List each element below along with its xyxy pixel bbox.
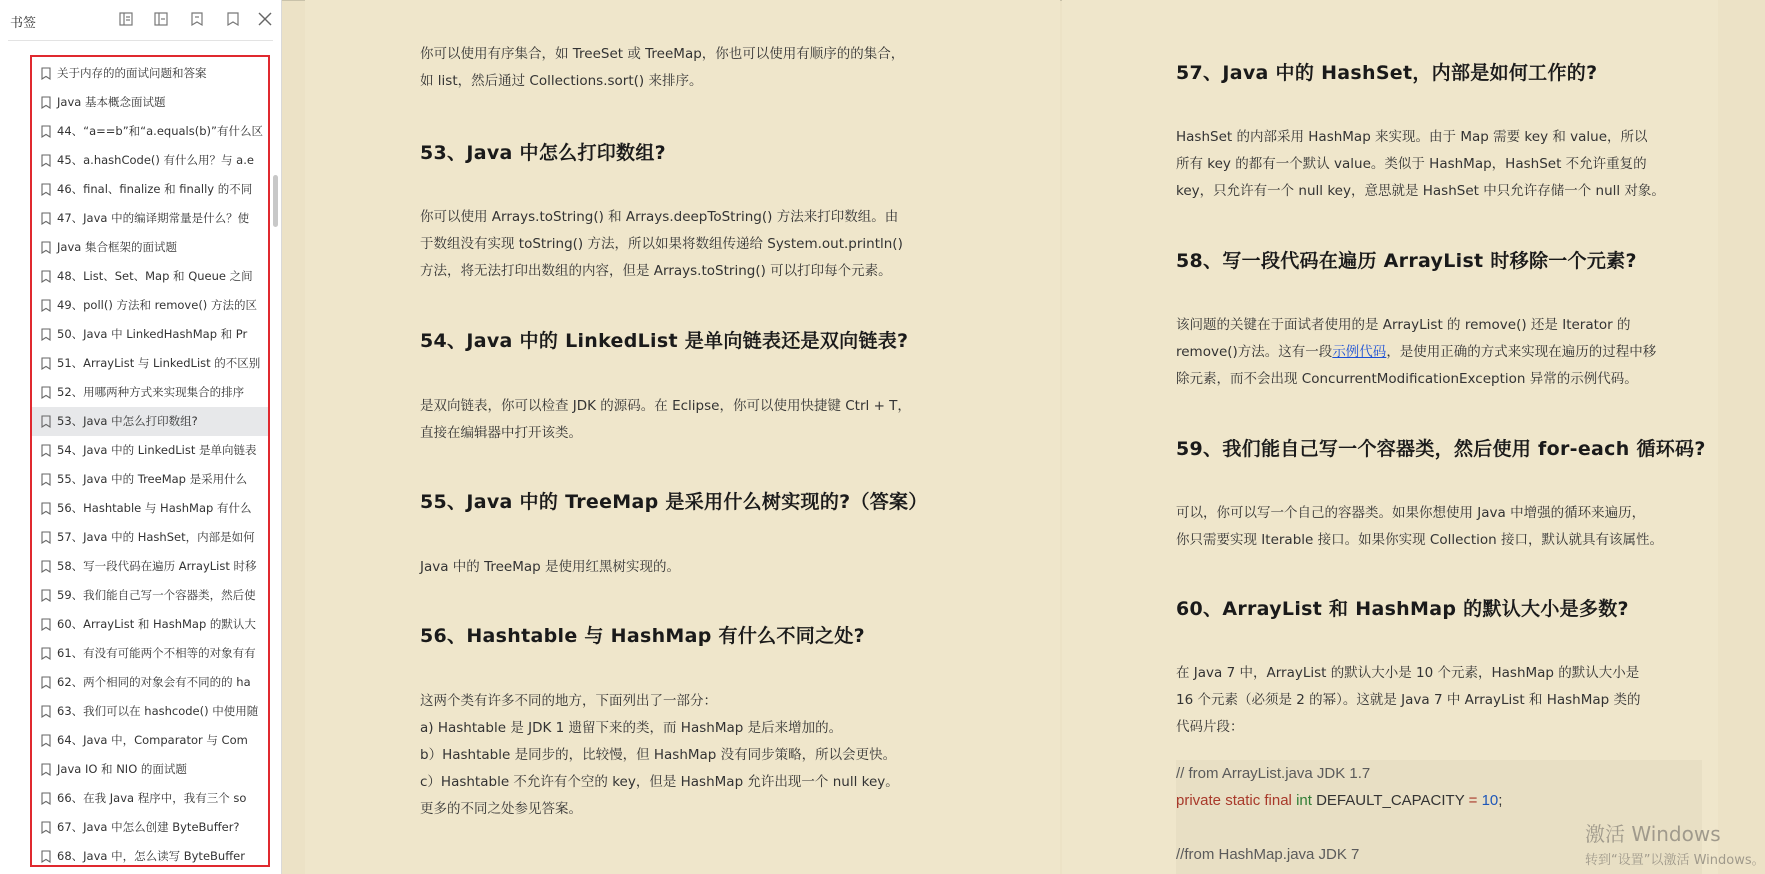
- bookmark-label: 45、a.hashCode() 有什么用？与 a.e: [57, 153, 254, 167]
- bookmark-label: 68、Java 中，怎么读写 ByteBuffer: [57, 849, 245, 863]
- bookmark-icon: [41, 705, 51, 718]
- text-line: a) Hashtable 是 JDK 1 遗留下来的类，而 HashMap 是后来增加的。: [420, 720, 843, 736]
- bookmark-item[interactable]: [32, 204, 268, 233]
- text-line: 可以，你可以写一个自己的容器类。如果你想使用 Java 中增强的循环来遍历，: [1176, 505, 1646, 521]
- sidebar-divider: [8, 40, 273, 41]
- bookmark-item[interactable]: [32, 639, 268, 668]
- sidebar-header: [0, 0, 282, 40]
- heading-q58: 58、写一段代码在遍历 ArrayList 时移除一个元素?: [1176, 250, 1637, 272]
- text-line: 更多的不同之处参见答案。: [420, 801, 582, 817]
- text-line: 代码片段：: [1176, 719, 1244, 735]
- text-line: c）Hashtable 不允许有个空的 key，但是 HashMap 允许出现一个 null key。: [420, 774, 899, 790]
- bookmark-icon: [41, 415, 51, 428]
- bookmark-label: 62、两个相同的对象会有不同的的 ha: [57, 675, 251, 689]
- code-comment: // from ArrayList.java JDK 1.7: [1176, 765, 1371, 782]
- bookmark-icon: [41, 96, 51, 109]
- bookmark-item[interactable]: [32, 291, 268, 320]
- heading-q53: 53、Java 中怎么打印数组?: [420, 142, 666, 164]
- text-line: b）Hashtable 是同步的，比较慢，但 HashMap 没有同步策略，所以会更快。: [420, 747, 897, 763]
- heading-q54: 54、Java 中的 LinkedList 是单向链表还是双向链表?: [420, 330, 909, 352]
- answer-q55: [420, 554, 680, 581]
- text-line: 如 list，然后通过 Collections.sort() 来排序。: [420, 73, 703, 89]
- bookmark-item[interactable]: [32, 146, 268, 175]
- bookmark-label: 51、ArrayList 与 LinkedList 的不区别: [57, 356, 261, 370]
- bookmark-highlight-frame: [30, 55, 270, 867]
- bookmark-icon: [41, 473, 51, 486]
- bookmark-icon: [41, 502, 51, 515]
- bookmark-item[interactable]: [32, 407, 268, 436]
- bookmark-label: 64、Java 中，Comparator 与 Com: [57, 733, 248, 747]
- text-line: 是双向链表，你可以检查 JDK 的源码。在 Eclipse，你可以使用快捷键 Ctrl + T，: [420, 398, 911, 414]
- intro-paragraph: [420, 41, 904, 95]
- bookmark-label: 46、final、finalize 和 finally 的不同: [57, 182, 253, 196]
- bookmark-icon: [41, 357, 51, 370]
- watermark-title: 激活 Windows: [1585, 822, 1721, 846]
- bookmark-icon: [41, 299, 51, 312]
- code-line: [1176, 787, 1702, 814]
- bookmark-icon: [41, 618, 51, 631]
- bookmark-label: 56、Hashtable 与 HashMap 有什么: [57, 501, 252, 515]
- bookmark-label: 关于内存的的面试问题和答案: [57, 66, 207, 80]
- text-line: 你可以使用有序集合，如 TreeSet 或 TreeMap，你也可以使用有顺序的的集合，: [420, 46, 905, 62]
- bookmark-label: 47、Java 中的编译期常量是什么？使: [57, 211, 250, 225]
- bookmark-sidebar: [0, 0, 282, 874]
- bookmark-icon: [41, 647, 51, 660]
- text-line: [1176, 339, 1656, 366]
- bookmark-icon: [41, 212, 51, 225]
- text-line: 除元素，而不会出现 ConcurrentModificationException 异常的示例代码。: [1176, 371, 1638, 387]
- text-line: 方法，将无法打印出数组的内容，但是 Arrays.toString() 可以打印每个元素。: [420, 263, 892, 279]
- text-line: 该问题的关键在于面试者使用的是 ArrayList 的 remove() 还是 Iterator 的: [1176, 317, 1631, 333]
- bookmark-label: 61、有没有可能两个不相等的对象有有: [57, 646, 256, 660]
- heading-q56: 56、Hashtable 与 HashMap 有什么不同之处?: [420, 625, 865, 647]
- code-identifier: DEFAULT_CAPACITY: [1316, 792, 1465, 809]
- text-line: HashSet 的内部采用 HashMap 来实现。由于 Map 需要 key 和 value，所以: [1176, 129, 1648, 145]
- bookmark-item[interactable]: [32, 610, 268, 639]
- bookmark-label: Java IO 和 NIO 的面试题: [57, 762, 187, 776]
- bookmark-item[interactable]: [32, 175, 268, 204]
- bookmark-item[interactable]: [32, 726, 268, 755]
- bookmark-item[interactable]: [32, 552, 268, 581]
- bookmark-item[interactable]: [32, 494, 268, 523]
- bookmark-item[interactable]: [32, 233, 268, 262]
- bookmark-icon: [41, 183, 51, 196]
- bookmark-label: 60、ArrayList 和 HashMap 的默认大: [57, 617, 256, 631]
- text-fragment: remove()方法。这有一段: [1176, 344, 1333, 360]
- bookmark-label: 59、我们能自己写一个容器类，然后使: [57, 588, 256, 602]
- bookmark-item[interactable]: [32, 755, 268, 784]
- bookmark-icon: [41, 444, 51, 457]
- bookmark-label: Java 集合框架的面试题: [57, 240, 177, 254]
- bookmark-item[interactable]: [32, 465, 268, 494]
- bookmark-label: 52、用哪两种方式来实现集合的排序: [57, 385, 245, 399]
- close-icon[interactable]: [256, 10, 274, 28]
- text-line: 这两个类有许多不同的地方，下面列出了一部分：: [420, 693, 717, 709]
- bookmark-icon: [41, 531, 51, 544]
- sidebar-scrollbar[interactable]: [273, 175, 278, 227]
- code-type: int: [1296, 792, 1312, 809]
- bookmark-item[interactable]: [32, 436, 268, 465]
- bookmark-item[interactable]: [32, 378, 268, 407]
- bookmark-item[interactable]: [32, 668, 268, 697]
- answer-q60: [1176, 660, 1641, 741]
- bookmark-item[interactable]: [32, 349, 268, 378]
- bookmark-label: 57、Java 中的 HashSet，内部是如何: [57, 530, 255, 544]
- bookmark-label: 50、Java 中 LinkedHashMap 和 Pr: [57, 327, 248, 341]
- code-keyword: private static final: [1176, 792, 1292, 809]
- bookmark-item[interactable]: [32, 784, 268, 813]
- text-line: key，只允许有一个 null key，意思就是 HashSet 中只允许存储一个 null 对象。: [1176, 183, 1665, 199]
- activation-watermark: [1585, 818, 1765, 868]
- bookmark-label: 66、在我 Java 程序中，我有三个 so: [57, 791, 247, 805]
- text-line: 你可以使用 Arrays.toString() 和 Arrays.deepToString() 方法来打印数组。由: [420, 209, 899, 225]
- bookmark-label: 48、List、Set、Map 和 Queue 之间: [57, 269, 253, 283]
- bookmark-icon: [41, 241, 51, 254]
- bookmark-label: 49、poll() 方法和 remove() 方法的区: [57, 298, 257, 312]
- bookmark-icon: [41, 67, 51, 80]
- watermark-subtitle: 转到“设置”以激活 Windows。: [1585, 853, 1765, 868]
- bookmark-outline-icon[interactable]: [224, 10, 242, 28]
- bookmark-item[interactable]: [32, 697, 268, 726]
- bookmark-list: [32, 59, 268, 871]
- bookmark-item[interactable]: [32, 581, 268, 610]
- bookmark-icon: [41, 763, 51, 776]
- bookmark-label: 53、Java 中怎么打印数组?: [57, 414, 198, 428]
- bookmark-label: 55、Java 中的 TreeMap 是采用什么: [57, 472, 248, 486]
- bookmark-label: 58、写一段代码在遍历 ArrayList 时移: [57, 559, 257, 573]
- bookmark-icon: [41, 154, 51, 167]
- bookmark-item[interactable]: [32, 523, 268, 552]
- bookmark-label: 67、Java 中怎么创建 ByteBuffer?: [57, 820, 240, 834]
- bookmark-icon: [41, 676, 51, 689]
- bookmark-collapse-icon[interactable]: [152, 10, 170, 28]
- answer-q56: [420, 688, 899, 823]
- bookmark-icon: [41, 734, 51, 747]
- sidebar-title: 书签: [10, 16, 37, 31]
- bookmark-item[interactable]: [32, 813, 268, 842]
- bookmark-label: 63、我们可以在 hashcode() 中使用随: [57, 704, 259, 718]
- bookmark-icon: [41, 328, 51, 341]
- code-punct: ;: [1498, 792, 1503, 809]
- bookmark-item[interactable]: [32, 842, 268, 871]
- example-code-link[interactable]: 示例代码: [1332, 344, 1387, 360]
- text-line: 在 Java 7 中，ArrayList 的默认大小是 10 个元素，HashMap 的默认大小是: [1176, 665, 1640, 681]
- bookmark-label: 54、Java 中的 LinkedList 是单向链表: [57, 443, 257, 457]
- code-operator: =: [1468, 792, 1478, 809]
- answer-q57: [1176, 124, 1665, 205]
- bookmark-item[interactable]: [32, 88, 268, 117]
- text-line: 直接在编辑器中打开该类。: [420, 425, 582, 441]
- bookmark-icon: [41, 386, 51, 399]
- code-number: 10: [1481, 792, 1499, 809]
- bookmark-icon: [41, 270, 51, 283]
- bookmark-expand-icon[interactable]: [117, 10, 135, 28]
- text-line: 16 个元素（必须是 2 的幂）。这就是 Java 7 中 ArrayList 和 HashMap 类的: [1176, 692, 1641, 708]
- bookmark-item[interactable]: [32, 59, 268, 88]
- bookmark-icon: [41, 589, 51, 602]
- text-line: Java 中的 TreeMap 是使用红黑树实现的。: [420, 559, 681, 575]
- bookmark-icon: [41, 560, 51, 573]
- bookmark-icon: [41, 792, 51, 805]
- answer-q53: [420, 204, 903, 285]
- bookmark-icon: [41, 125, 51, 138]
- answer-q58: [1176, 312, 1656, 393]
- text-line: 于数组没有实现 toString() 方法，所以如果将数组传递给 System.out.println(): [420, 236, 903, 252]
- heading-q60: 60、ArrayList 和 HashMap 的默认大小是多数?: [1176, 598, 1629, 620]
- heading-q57: 57、Java 中的 HashSet，内部是如何工作的?: [1176, 62, 1598, 84]
- bookmark-add-icon[interactable]: [188, 10, 206, 28]
- heading-q59: 59、我们能自己写一个容器类，然后使用 for-each 循环码?: [1176, 438, 1706, 460]
- text-line: 你只需要实现 Iterable 接口。如果你实现 Collection 接口，默认就具有该属性。: [1176, 532, 1663, 548]
- code-comment: //from HashMap.java JDK 7: [1176, 846, 1360, 863]
- bookmark-label: Java 基本概念面试题: [57, 95, 166, 109]
- heading-q55: 55、Java 中的 TreeMap 是采用什么树实现的?（答案）: [420, 491, 928, 513]
- bookmark-label: 44、“a==b”和“a.equals(b)”有什么区: [57, 124, 263, 138]
- bookmark-icon: [41, 850, 51, 863]
- bookmark-item[interactable]: [32, 320, 268, 349]
- answer-q59: [1176, 500, 1663, 554]
- bookmark-item[interactable]: [32, 117, 268, 146]
- bookmark-item[interactable]: [32, 262, 268, 291]
- text-line: 所有 key 的都有一个默认 value。类似于 HashMap，HashSet 不允许重复的: [1176, 156, 1647, 172]
- bookmark-icon: [41, 821, 51, 834]
- answer-q54: [420, 393, 911, 447]
- text-fragment: ，是使用正确的方式来实现在遍历的过程中移: [1386, 344, 1657, 360]
